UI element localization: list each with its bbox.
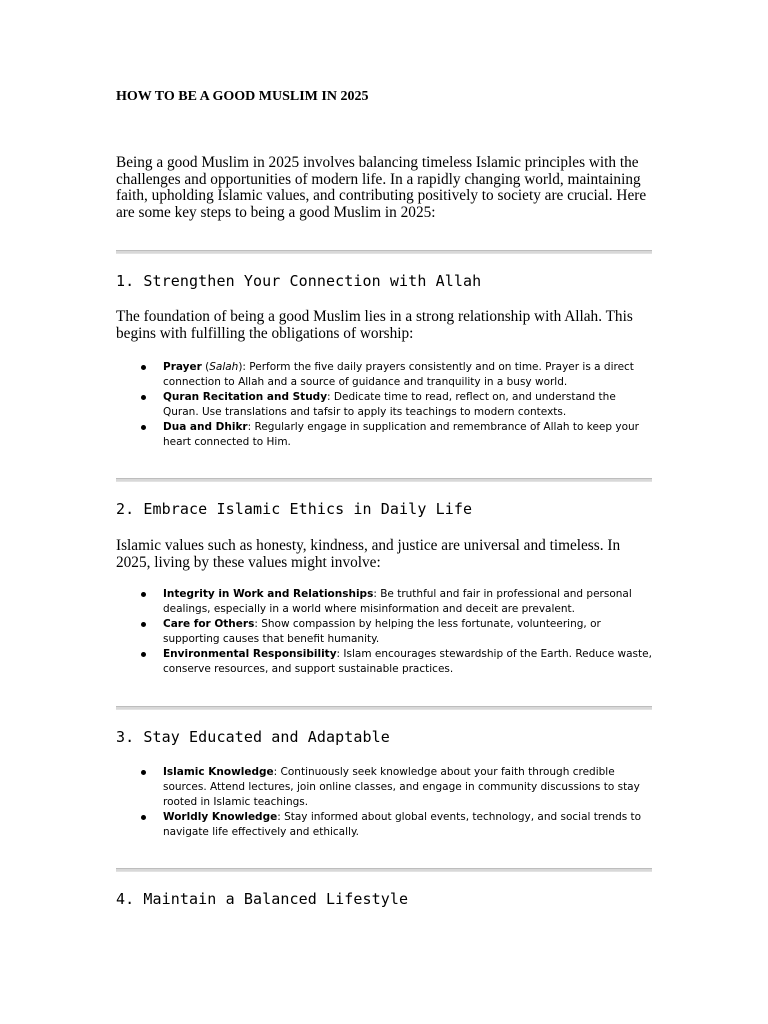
list-item: [116, 587, 652, 617]
section-divider: [116, 478, 652, 482]
list-item: [116, 810, 652, 840]
bullet-icon: [141, 770, 146, 775]
section-paragraph-2: Islamic values such as honesty, kindness, and justice are universal and timeless. In 2025, living by these values might involve:: [116, 537, 621, 571]
bullet-title: Quran Recitation and Study: [163, 391, 328, 403]
bullet-icon: [141, 622, 146, 627]
section-paragraph-1: The foundation of being a good Muslim lies in a strong relationship with Allah. This begins with fulfilling the obligations of worship:: [116, 308, 633, 342]
bullet-icon: [141, 815, 146, 820]
bullet-list-1: [116, 360, 652, 450]
bullet-title: Integrity in Work and Relationships: [163, 588, 374, 600]
bullet-text: : Regularly engage in supplication and remembrance of Allah to keep your heart connected to Him.: [163, 421, 639, 448]
bullet-title: Environmental Responsibility: [163, 648, 337, 660]
bullet-title: Prayer: [163, 361, 202, 373]
bullet-italic-term: Salah: [209, 361, 239, 373]
bullet-icon: [141, 395, 146, 400]
bullet-title: Worldly Knowledge: [163, 811, 278, 823]
bullet-text: ): Perform the five daily prayers consistently and on time. Prayer is a direct connection to Allah and a source of guidance and tranquility in a busy world.: [163, 361, 634, 388]
list-item: [116, 647, 652, 677]
bullet-icon: [141, 425, 146, 430]
bullet-text: : Islam encourages stewardship of the Earth. Reduce waste, conserve resources, and support sustainable practices.: [163, 648, 652, 675]
list-item: [116, 390, 652, 420]
section-divider: [116, 706, 652, 710]
bullet-list-2: [116, 587, 652, 677]
bullet-icon: [141, 652, 146, 657]
list-item: [116, 420, 652, 450]
section-heading-2: 2. Embrace Islamic Ethics in Daily Life: [116, 500, 473, 518]
list-item: [116, 360, 652, 390]
bullet-title: Dua and Dhikr: [163, 421, 248, 433]
bullet-title: Islamic Knowledge: [163, 766, 274, 778]
bullet-text: : Show compassion by helping the less fortunate, volunteering, or supporting causes that benefit humanity.: [163, 618, 601, 645]
bullet-list-3: [116, 765, 652, 840]
bullet-icon: [141, 592, 146, 597]
intro-paragraph: Being a good Muslim in 2025 involves balancing timeless Islamic principles with the challenges and opportunities of modern life. In a rapidly changing world, maintaining faith, upholding Islamic values, and contributing positively to society are crucial. Here are some key steps to being a good Muslim in 2025:: [116, 154, 647, 221]
list-item: [116, 765, 652, 810]
bullet-text: : Be truthful and fair in professional and personal dealings, especially in a world where misinformation and deceit are prevalent.: [163, 588, 632, 615]
bullet-text: (: [201, 361, 210, 373]
section-heading-4: 4. Maintain a Balanced Lifestyle: [116, 890, 409, 908]
bullet-text: : Continuously seek knowledge about your faith through credible sources. Attend lectures, join online classes, and engage in community discussions to stay rooted in Islamic teachings.: [163, 766, 640, 808]
bullet-text: : Stay informed about global events, technology, and social trends to navigate life effectively and ethically.: [163, 811, 642, 838]
list-item: [116, 617, 652, 647]
section-divider: [116, 250, 652, 254]
bullet-icon: [141, 365, 146, 370]
bullet-title: Care for Others: [163, 618, 255, 630]
section-heading-3: 3. Stay Educated and Adaptable: [116, 728, 390, 746]
section-heading-1: 1. Strengthen Your Connection with Allah: [116, 272, 482, 290]
bullet-text: : Dedicate time to read, reflect on, and understand the Quran. Use translations and tafsir to apply its teachings to modern contexts.: [163, 391, 616, 418]
section-divider: [116, 868, 652, 872]
document-title: HOW TO BE A GOOD MUSLIM IN 2025: [116, 89, 369, 104]
